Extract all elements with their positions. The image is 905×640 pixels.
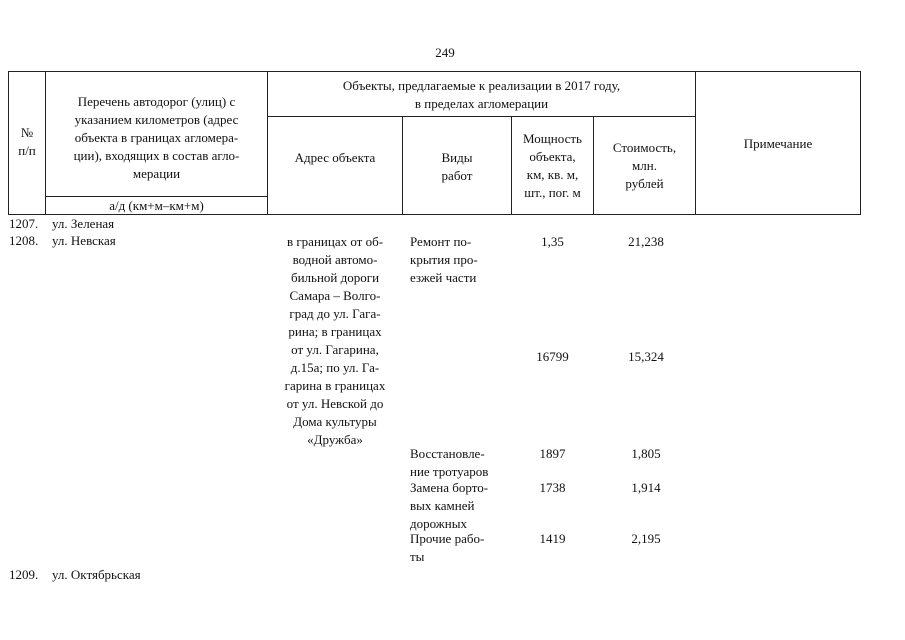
work-capacity: 1,35 — [541, 234, 564, 249]
page-number: 249 — [435, 45, 455, 60]
work-type: Восстановле- ние тротуаров — [410, 446, 489, 479]
header-top-border — [8, 71, 861, 72]
work-type: Замена борто- вых камней дорожных — [410, 480, 489, 531]
work-cost: 2,195 — [631, 531, 661, 546]
header-capacity-col: Мощность объекта, км, кв. м, шт., пог. м — [523, 131, 582, 200]
work-capacity: 1897 — [539, 446, 566, 461]
header-roads-col: Перечень автодорог (улиц) с указанием километров (адрес объекта в границах агломера- ции), входящих в состав агло- мерации — [73, 94, 240, 181]
work-capacity: 16799 — [536, 349, 569, 364]
road-name: ул. Октябрьская — [52, 567, 141, 582]
row-number: 1208. — [9, 233, 39, 248]
work-cost: 15,324 — [628, 349, 664, 364]
header-roads-sub: а/д (км+м–км+м) — [109, 198, 204, 213]
header-num-col: № п/п — [18, 125, 36, 158]
header-objects-group: Объекты, предлагаемые к реализации в 2017 году, в пределах агломерации — [342, 78, 621, 111]
road-name: ул. Невская — [52, 233, 116, 248]
row-number: 1207. — [9, 216, 39, 231]
work-cost: 21,238 — [628, 234, 664, 249]
work-capacity: 1419 — [539, 531, 566, 546]
work-capacity: 1738 — [539, 480, 566, 495]
header-cost-col: Стоимость, млн. рублей — [612, 140, 677, 191]
work-cost: 1,914 — [631, 480, 661, 495]
header-group-divider — [267, 116, 696, 117]
road-name: ул. Зеленая — [52, 216, 115, 231]
header-note-col: Примечание — [743, 136, 813, 151]
work-type: Ремонт по- крытия про- езжей части — [410, 234, 478, 285]
work-type: Прочие рабо- ты — [410, 531, 485, 564]
header-works-col: Виды работ — [441, 150, 473, 183]
row-number: 1209. — [9, 567, 39, 582]
header-right-border — [860, 71, 861, 215]
header-address-col: Адрес объекта — [294, 150, 376, 165]
work-cost: 1,805 — [631, 446, 661, 461]
object-address: в границах от об- водной автомо- бильной дороги Самара – Волго- град до ул. Гага- рина; в границах от ул. Гагарина, д.15а; по ул. Га- гарина в границах от ул. Невской до Дома культуры «Дружба» — [284, 234, 386, 447]
